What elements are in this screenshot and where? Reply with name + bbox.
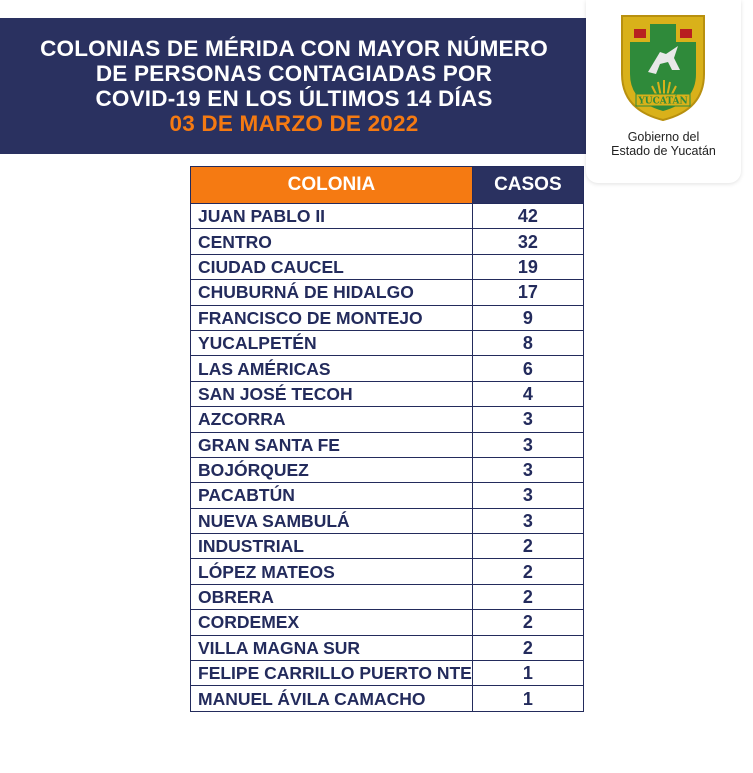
title-line-1: COLONIAS DE MÉRIDA CON MAYOR NÚMERO [40,36,548,61]
report-date: 03 DE MARZO DE 2022 [169,111,419,136]
casos-cell: 2 [472,559,583,584]
colonia-cell: MANUEL ÁVILA CAMACHO [191,686,473,711]
title-line-2: DE PERSONAS CONTAGIADAS POR [95,61,493,86]
table-row [191,686,584,711]
government-name [586,130,741,158]
casos-cell: 2 [472,584,583,609]
casos-cell: 1 [472,686,583,711]
colonia-cell: INDUSTRIAL [191,534,473,559]
table-row [191,635,584,660]
table-row [191,661,584,686]
casos-cell: 6 [472,356,583,381]
government-logo [586,0,741,183]
table-row [191,229,584,254]
colonia-cell: SAN JOSÉ TECOH [191,381,473,406]
casos-cell: 3 [472,432,583,457]
casos-cell: 19 [472,254,583,279]
colonia-cell: FRANCISCO DE MONTEJO [191,305,473,330]
casos-cell: 8 [472,330,583,355]
colonia-cell: JUAN PABLO II [191,204,473,229]
government-name-line-2: Estado de Yucatán [611,144,716,158]
table-row [191,559,584,584]
colonia-cell: BOJÓRQUEZ [191,457,473,482]
svg-text:YUCATÁN: YUCATÁN [638,96,688,107]
casos-cell: 42 [472,204,583,229]
colonia-cell: CIUDAD CAUCEL [191,254,473,279]
colonia-cell: LÓPEZ MATEOS [191,559,473,584]
casos-cell: 17 [472,280,583,305]
table-row [191,407,584,432]
casos-cell: 3 [472,407,583,432]
table-row [191,483,584,508]
casos-column-header: CASOS [472,167,583,204]
government-name-line-1: Gobierno del [627,130,700,144]
colonia-cell: FELIPE CARRILLO PUERTO NTE [191,661,473,686]
colonia-cell: NUEVA SAMBULÁ [191,508,473,533]
table-row [191,508,584,533]
colonia-cell: VILLA MAGNA SUR [191,635,473,660]
colonia-cell: PACABTÚN [191,483,473,508]
table-row [191,610,584,635]
colonia-cell: CORDEMEX [191,610,473,635]
colonia-cell: AZCORRA [191,407,473,432]
colonia-column-header: COLONIA [191,167,473,204]
table-row [191,584,584,609]
table-row [191,534,584,559]
table-row [191,330,584,355]
table-row [191,457,584,482]
table-row [191,356,584,381]
casos-cell: 1 [472,661,583,686]
table-row [191,381,584,406]
casos-cell: 9 [472,305,583,330]
cases-table [190,166,584,712]
casos-cell: 3 [472,483,583,508]
coat-of-arms-icon [618,12,708,124]
colonia-cell: GRAN SANTA FE [191,432,473,457]
title-banner [0,18,588,154]
table-header-row [191,167,584,204]
casos-cell: 2 [472,635,583,660]
casos-cell: 3 [472,508,583,533]
casos-cell: 2 [472,534,583,559]
table-body [191,204,584,712]
table-row [191,254,584,279]
casos-cell: 32 [472,229,583,254]
title-line-3: COVID-19 EN LOS ÚLTIMOS 14 DÍAS [95,86,493,111]
colonia-cell: CHUBURNÁ DE HIDALGO [191,280,473,305]
casos-cell: 2 [472,610,583,635]
table-row [191,204,584,229]
colonia-cell: CENTRO [191,229,473,254]
table-row [191,305,584,330]
colonia-cell: YUCALPETÉN [191,330,473,355]
table-row [191,280,584,305]
colonia-cell: OBRERA [191,584,473,609]
casos-cell: 3 [472,457,583,482]
table-row [191,432,584,457]
casos-cell: 4 [472,381,583,406]
colonia-cell: LAS AMÉRICAS [191,356,473,381]
